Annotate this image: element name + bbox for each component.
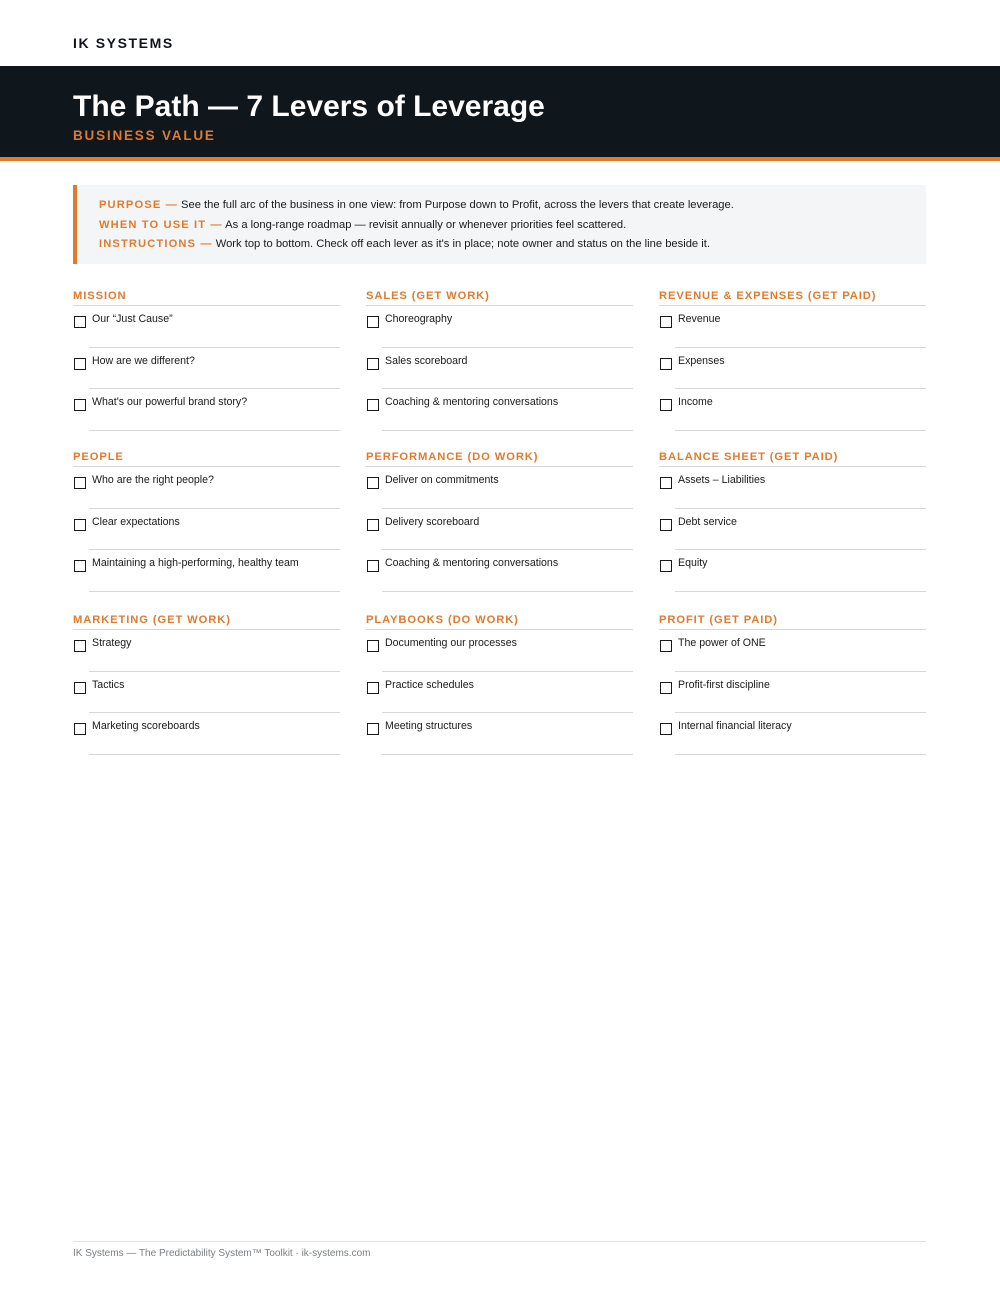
section-title: PROFIT (GET PAID)	[659, 613, 926, 630]
checkbox[interactable]	[367, 519, 379, 531]
item-label: Revenue	[678, 313, 721, 325]
section-profit	[659, 613, 926, 755]
section-performance	[366, 450, 633, 592]
instructions-line	[99, 235, 926, 255]
item-label: Equity	[678, 557, 708, 569]
section-people	[73, 450, 340, 592]
checklist-item	[659, 550, 926, 592]
checklist-item	[659, 630, 926, 672]
section-title: PLAYBOOKS (DO WORK)	[366, 613, 633, 630]
checklist-item	[366, 713, 633, 755]
item-label: The power of ONE	[678, 637, 766, 649]
checkbox[interactable]	[367, 640, 379, 652]
checklist-item	[366, 389, 633, 431]
item-label: Marketing scoreboards	[92, 720, 200, 732]
section-title: MARKETING (GET WORK)	[73, 613, 340, 630]
section-mission	[73, 289, 340, 431]
checkbox[interactable]	[367, 723, 379, 735]
checklist-item	[366, 467, 633, 509]
item-label: Internal financial literacy	[678, 720, 792, 732]
item-label: Maintaining a high-performing, healthy team	[92, 557, 299, 569]
checkbox[interactable]	[660, 399, 672, 411]
item-label: Expenses	[678, 354, 725, 367]
checkbox[interactable]	[74, 316, 86, 328]
checklist-item	[73, 306, 340, 348]
checkbox[interactable]	[74, 399, 86, 411]
when-key: WHEN TO USE IT —	[99, 218, 223, 231]
checkbox[interactable]	[660, 519, 672, 531]
purpose-key: PURPOSE —	[99, 199, 178, 211]
item-label: Tactics	[92, 678, 125, 691]
checklist-item	[659, 509, 926, 551]
item-label: Practice schedules	[385, 678, 474, 691]
checklist-item	[366, 672, 633, 714]
item-label: Meeting structures	[385, 720, 473, 732]
checklist-item	[73, 348, 340, 390]
checklist-item	[659, 389, 926, 431]
checkbox[interactable]	[660, 723, 672, 735]
section-balance-sheet	[659, 450, 926, 592]
item-label: Choreography	[385, 313, 453, 325]
checklist-item	[659, 348, 926, 390]
intro-callout	[73, 185, 926, 264]
section-title: SALES (GET WORK)	[366, 289, 633, 306]
checkbox[interactable]	[660, 640, 672, 652]
item-label: Sales scoreboard	[385, 354, 468, 367]
checkbox[interactable]	[660, 560, 672, 572]
item-label: Clear expectations	[92, 515, 180, 528]
instructions-text: Work top to bottom. Check off each lever as it's in place; note owner and status on the line beside it.	[212, 238, 710, 251]
footer-text: IK Systems — The Predictability System™ Toolkit · ik-systems.com	[73, 1248, 371, 1259]
item-label: Strategy	[92, 637, 132, 649]
when-text: As a long-range roadmap — revisit annually or whenever priorities feel scattered.	[222, 218, 627, 231]
section-title: PEOPLE	[73, 450, 340, 467]
checkbox[interactable]	[74, 358, 86, 370]
checklist-item	[366, 550, 633, 592]
item-label: Who are the right people?	[92, 474, 214, 486]
item-label: Coaching & mentoring conversations	[385, 557, 559, 569]
item-label: Income	[678, 396, 713, 408]
item-label: Coaching & mentoring conversations	[385, 396, 559, 408]
title-banner	[0, 66, 1000, 161]
checklist-item	[73, 509, 340, 551]
checkbox[interactable]	[367, 682, 379, 694]
purpose-line	[99, 196, 926, 216]
item-label: Documenting our processes	[385, 637, 517, 649]
section-title: BALANCE SHEET (GET PAID)	[659, 450, 926, 467]
section-title: MISSION	[73, 289, 340, 306]
checklist-item	[73, 467, 340, 509]
instructions-key: INSTRUCTIONS —	[99, 238, 213, 251]
checkbox[interactable]	[660, 358, 672, 370]
item-label: Assets – Liabilities	[678, 474, 766, 486]
checklist-item	[73, 389, 340, 431]
checkbox[interactable]	[367, 399, 379, 411]
checklist-item	[366, 306, 633, 348]
checklist-item	[659, 713, 926, 755]
checkbox[interactable]	[660, 477, 672, 489]
page-subtitle: BUSINESS VALUE	[73, 128, 216, 143]
brand-wordmark: IK SYSTEMS	[73, 35, 174, 51]
checklist-item	[659, 672, 926, 714]
checklist-item	[73, 630, 340, 672]
item-label: What's our powerful brand story?	[92, 396, 248, 408]
checkbox[interactable]	[367, 560, 379, 572]
item-label: Debt service	[678, 515, 737, 528]
section-sales	[366, 289, 633, 431]
section-revenue-expenses	[659, 289, 926, 431]
section-marketing	[73, 613, 340, 755]
checkbox[interactable]	[74, 560, 86, 572]
section-title: REVENUE & EXPENSES (GET PAID)	[659, 289, 926, 306]
checkbox[interactable]	[660, 316, 672, 328]
checkbox[interactable]	[74, 640, 86, 652]
checklist-item	[659, 306, 926, 348]
checkbox[interactable]	[367, 358, 379, 370]
checkbox[interactable]	[74, 723, 86, 735]
checklist-item	[73, 672, 340, 714]
checkbox[interactable]	[660, 682, 672, 694]
footer-divider	[73, 1241, 926, 1242]
item-label: Our “Just Cause”	[92, 313, 173, 325]
when-line	[99, 216, 926, 236]
checklist-item	[366, 509, 633, 551]
checkbox[interactable]	[367, 477, 379, 489]
checklist-item	[659, 467, 926, 509]
checklist-item	[73, 550, 340, 592]
section-playbooks	[366, 613, 633, 755]
checkbox[interactable]	[74, 477, 86, 489]
purpose-text: See the full arc of the business in one view: from Purpose down to Profit, across the levers that create leverage.	[177, 199, 734, 211]
checkbox[interactable]	[367, 316, 379, 328]
checkbox[interactable]	[74, 682, 86, 694]
item-label: Deliver on commitments	[385, 474, 499, 486]
page-title: The Path — 7 Levers of Leverage	[73, 90, 545, 123]
checklist-item	[366, 348, 633, 390]
item-label: Delivery scoreboard	[385, 515, 480, 528]
section-title: PERFORMANCE (DO WORK)	[366, 450, 633, 467]
item-label: How are we different?	[92, 354, 195, 367]
checklist-item	[366, 630, 633, 672]
checklist-item	[73, 713, 340, 755]
checkbox[interactable]	[74, 519, 86, 531]
item-label: Profit-first discipline	[678, 678, 770, 691]
